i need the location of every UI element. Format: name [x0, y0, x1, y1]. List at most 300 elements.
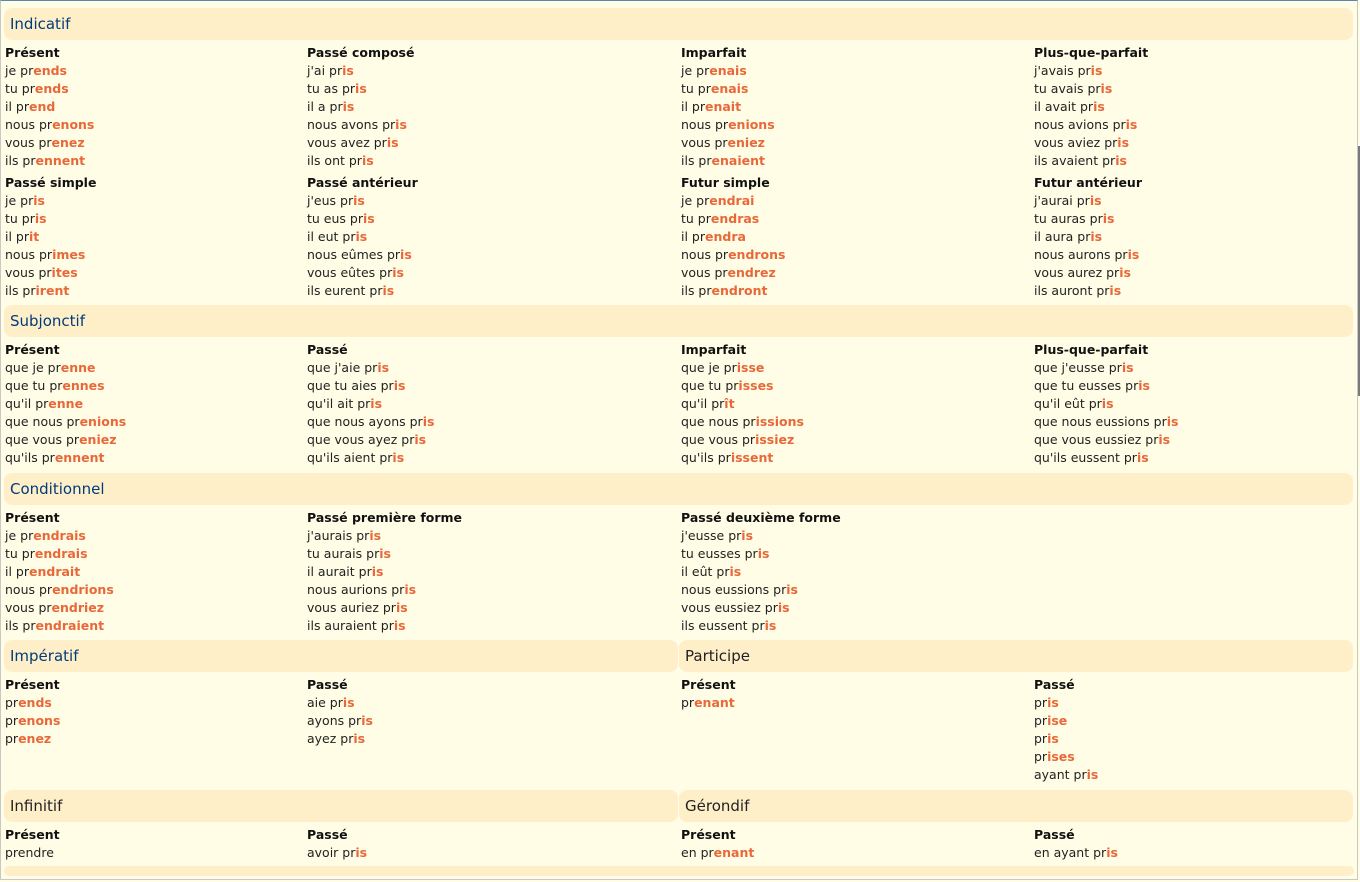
verb-stem: il pr: [5, 99, 29, 114]
section-header-infinitif: Infinitif: [4, 790, 678, 822]
verb-ending: issent: [730, 450, 774, 465]
conjugation-row: [1034, 449, 1178, 467]
verb-stem: que je pr: [681, 360, 737, 375]
conjugation-row: [681, 359, 804, 377]
verb-ending: isse: [736, 360, 765, 375]
verb-ending: is: [370, 396, 383, 411]
conjugation-row: [307, 413, 434, 431]
conjugation-row: [5, 264, 96, 282]
verb-ending: is: [392, 265, 404, 280]
verb-ending: is: [404, 582, 417, 597]
verb-ending: is: [342, 99, 355, 114]
conjugation-row: [5, 449, 126, 467]
conjugation-row: [1034, 116, 1148, 134]
tense-subjonctif: [307, 341, 434, 467]
verb-ending: endrions: [52, 582, 114, 597]
verb-ending: is: [400, 247, 412, 262]
verb-ending: irent: [35, 283, 70, 298]
conjugation-row: [307, 359, 434, 377]
conjugation-row: [681, 282, 785, 300]
verb-ending: is: [1090, 63, 1103, 78]
verb-stem: ils eussent pr: [681, 618, 765, 633]
tense-indicatif: [5, 44, 94, 170]
conjugation-row: [307, 134, 414, 152]
verb-stem: j'eusse pr: [681, 528, 742, 543]
verb-ending: enions: [728, 117, 775, 132]
verb-ending: is: [1115, 153, 1127, 168]
tense-title: Présent: [5, 827, 60, 842]
conjugation-row: [307, 730, 373, 748]
conjugation-row: [5, 527, 114, 545]
tense-indicatif: [681, 174, 785, 300]
tense-indicatif: [1034, 174, 1142, 300]
conjugation-row: [307, 80, 414, 98]
verb-ending: is: [741, 528, 754, 543]
tense-title: Passé: [307, 342, 348, 357]
bottom-section-strip: [4, 866, 1354, 876]
verb-ending: is: [1158, 432, 1171, 447]
verb-stem: qu'ils pr: [5, 450, 55, 465]
verb-ending: enant: [694, 695, 735, 710]
verb-stem: que tu pr: [5, 378, 63, 393]
verb-ending: is: [395, 600, 408, 615]
conjugation-row: [681, 80, 775, 98]
verb-ending: is: [1093, 99, 1105, 114]
verb-stem: qu'il pr: [5, 396, 49, 411]
conjugation-row: [5, 599, 114, 617]
section-header-participe: Participe: [679, 640, 1353, 672]
verb-stem: pr: [1034, 695, 1048, 710]
section-header-imperatif: Impératif: [4, 640, 678, 672]
verb-ending: is: [1102, 211, 1115, 226]
verb-ending: is: [1121, 360, 1134, 375]
section-header-conditionnel: Conditionnel: [4, 473, 1353, 505]
verb-stem: que je pr: [5, 360, 61, 375]
verb-ending: is: [1047, 731, 1059, 746]
verb-ending: is: [1166, 414, 1179, 429]
tense-indicatif: [307, 44, 414, 170]
conjugation-row: [5, 359, 126, 377]
tense-title: Imparfait: [681, 45, 747, 60]
verb-ending: is: [729, 564, 742, 579]
tense-subjonctif: [681, 341, 804, 467]
verb-stem: tu aurais pr: [307, 546, 380, 561]
verb-ending: enne: [60, 360, 96, 375]
conjugation-row: [5, 617, 114, 635]
conjugation-row: [307, 563, 462, 581]
verb-stem: vous aviez pr: [1034, 135, 1118, 150]
conjugation-row: [681, 228, 785, 246]
verb-stem: pr: [681, 695, 695, 710]
conjugation-row: [681, 581, 841, 599]
verb-stem: tu pr: [5, 81, 35, 96]
verb-stem: pr: [1034, 731, 1048, 746]
verb-stem: il eût pr: [681, 564, 730, 579]
verb-ending: is: [392, 450, 405, 465]
conjugation-row: [307, 264, 418, 282]
verb-ending: endrez: [727, 265, 776, 280]
tense-title: Passé deuxième forme: [681, 510, 841, 525]
verb-ending: is: [355, 845, 368, 860]
conjugation-row: [307, 694, 373, 712]
verb-stem: que tu pr: [681, 378, 739, 393]
verb-ending: ennent: [35, 153, 86, 168]
verb-ending: is: [377, 360, 390, 375]
verb-ending: is: [1086, 767, 1099, 782]
conjugation-row: [1034, 152, 1148, 170]
verb-ending: is: [1100, 81, 1113, 96]
verb-stem: tu auras pr: [1034, 211, 1103, 226]
verb-stem: j'aurais pr: [307, 528, 370, 543]
verb-stem: que nous eussions pr: [1034, 414, 1167, 429]
verb-ending: imes: [52, 247, 86, 262]
verb-stem: que j'aie pr: [307, 360, 378, 375]
conjugation-row: [5, 581, 114, 599]
verb-stem: nous pr: [5, 117, 53, 132]
verb-stem: que vous eussiez pr: [1034, 432, 1159, 447]
conjugation-row: [307, 210, 418, 228]
verb-stem: il pr: [5, 564, 29, 579]
conjugation-row: [5, 730, 60, 748]
verb-stem: ils auraient pr: [307, 618, 394, 633]
conjugation-row: [1034, 359, 1178, 377]
verb-ending: is: [1127, 247, 1140, 262]
conjugation-row: [681, 264, 785, 282]
conjugation-row: [681, 563, 841, 581]
conjugation-row: [307, 98, 414, 116]
verb-stem: ayant pr: [1034, 767, 1087, 782]
verb-ending: is: [1106, 845, 1118, 860]
verb-ending: is: [361, 713, 373, 728]
verb-stem: j'eus pr: [307, 193, 354, 208]
verb-ending: enais: [709, 63, 747, 78]
section-header-subjonctif: Subjonctif: [4, 305, 1353, 337]
tense-title: Présent: [5, 45, 60, 60]
conjugation-row: [1034, 694, 1098, 712]
tense-title: Passé: [1034, 677, 1075, 692]
verb-ending: is: [342, 63, 354, 78]
verb-ending: ites: [51, 265, 78, 280]
conjugation-row: [681, 210, 785, 228]
verb-ending: is: [1136, 450, 1149, 465]
conjugation-row: [681, 62, 775, 80]
tense-title: Présent: [5, 342, 60, 357]
verb-ending: issiez: [755, 432, 795, 447]
verb-stem: ils pr: [5, 283, 36, 298]
verb-stem: qu'ils aient pr: [307, 450, 393, 465]
verb-ending: endras: [710, 211, 760, 226]
conjugation-row: [681, 449, 804, 467]
verb-stem: nous aurons pr: [1034, 247, 1128, 262]
tense-title: Imparfait: [681, 342, 747, 357]
verb-ending: is: [1119, 265, 1131, 280]
conjugation-row: [307, 282, 418, 300]
verb-stem: vous eussiez pr: [681, 600, 778, 615]
verb-stem: tu pr: [5, 211, 35, 226]
tense-conditionnel: [5, 509, 114, 635]
conjugation-row: [5, 228, 96, 246]
conjugation-row: [681, 377, 804, 395]
verb-stem: il pr: [681, 99, 705, 114]
tense-title: Plus-que-parfait: [1034, 45, 1149, 60]
conjugation-row: [1034, 134, 1148, 152]
verb-ending: is: [353, 193, 365, 208]
conjugation-row: [1034, 844, 1118, 862]
verb-stem: il pr: [681, 229, 705, 244]
conjugation-row: [307, 431, 434, 449]
tense-participe: [681, 676, 736, 712]
conjugation-row: [5, 80, 94, 98]
verb-ending: enons: [18, 713, 61, 728]
conjugation-row: [5, 152, 94, 170]
verb-stem: que vous pr: [5, 432, 80, 447]
verb-stem: vous auriez pr: [307, 600, 396, 615]
verb-ending: is: [342, 695, 355, 710]
conjugation-row: [307, 545, 462, 563]
conjugation-row: [307, 599, 462, 617]
verb-stem: ils eurent pr: [307, 283, 383, 298]
conjugation-row: [307, 395, 434, 413]
verb-stem: que nous ayons pr: [307, 414, 423, 429]
verb-stem: nous pr: [5, 247, 53, 262]
tense-gerondif: [681, 826, 754, 862]
verb-stem: tu pr: [681, 81, 711, 96]
verb-ending: ennent: [54, 450, 105, 465]
conjugation-row: [5, 712, 60, 730]
verb-stem: qu'il eût pr: [1034, 396, 1102, 411]
conjugation-row: [1034, 748, 1098, 766]
conjugation-row: [307, 449, 434, 467]
verb-ending: is: [786, 582, 798, 597]
tense-title: Futur antérieur: [1034, 175, 1142, 190]
conjugation-row: [5, 694, 60, 712]
verb-stem: pr: [5, 695, 19, 710]
conjugation-row: [681, 116, 775, 134]
verb-stem: je pr: [681, 63, 710, 78]
tense-title: Passé antérieur: [307, 175, 418, 190]
verb-stem: que tu eusses pr: [1034, 378, 1139, 393]
tense-title: Passé simple: [5, 175, 97, 190]
verb-ending: endra: [705, 229, 746, 244]
verb-stem: vous pr: [681, 135, 728, 150]
conjugation-row: [681, 134, 775, 152]
conjugation-row: [5, 395, 126, 413]
conjugation-row: [681, 694, 736, 712]
verb-ending: is: [757, 546, 770, 561]
conjugation-row: [307, 581, 462, 599]
verb-stem: que tu aies pr: [307, 378, 394, 393]
tense-title: Présent: [5, 677, 60, 692]
verb-stem: en ayant pr: [1034, 845, 1107, 860]
verb-ending: is: [369, 528, 382, 543]
verb-stem: je pr: [5, 528, 34, 543]
conjugation-row: [307, 228, 418, 246]
conjugation-row: [681, 395, 804, 413]
conjugation-row: [5, 134, 94, 152]
conjugation-row: [307, 844, 367, 862]
verb-stem: nous avons pr: [307, 117, 396, 132]
verb-ending: issions: [755, 414, 804, 429]
conjugation-row: [307, 152, 414, 170]
conjugation-row: [681, 246, 785, 264]
verb-ending: endraient: [35, 618, 105, 633]
verb-ending: ends: [18, 695, 52, 710]
verb-ending: enons: [52, 117, 95, 132]
verb-ending: is: [1138, 378, 1150, 393]
verb-stem: qu'il pr: [681, 396, 725, 411]
tense-title: Plus-que-parfait: [1034, 342, 1149, 357]
conjugation-row: [5, 844, 60, 862]
verb-ending: enaient: [711, 153, 765, 168]
verb-ending: is: [362, 211, 375, 226]
conjugation-row: [307, 617, 462, 635]
conjugation-row: [681, 527, 841, 545]
verb-ending: endrais: [34, 546, 88, 561]
verb-stem: vous pr: [681, 265, 728, 280]
conjugation-row: [1034, 413, 1178, 431]
conjugation-row: [1034, 766, 1098, 784]
tense-subjonctif: [1034, 341, 1178, 467]
verb-stem: tu as pr: [307, 81, 356, 96]
verb-ending: is: [355, 229, 368, 244]
tense-imperatif: [5, 676, 60, 748]
verb-stem: nous pr: [5, 582, 53, 597]
tense-indicatif: [681, 44, 775, 170]
verb-stem: nous pr: [681, 117, 729, 132]
verb-ending: endrait: [29, 564, 81, 579]
conjugation-row: [5, 210, 96, 228]
verb-ending: is: [1101, 396, 1114, 411]
verb-ending: is: [361, 153, 374, 168]
verb-stem: qu'ils pr: [681, 450, 731, 465]
verb-ending: is: [414, 432, 427, 447]
verb-stem: pr: [1034, 713, 1048, 728]
verb-stem: que nous pr: [681, 414, 756, 429]
verb-stem: vous eûtes pr: [307, 265, 393, 280]
conjugation-row: [5, 563, 114, 581]
verb-ending: is: [422, 414, 435, 429]
verb-ending: is: [393, 618, 406, 633]
verb-stem: je pr: [681, 193, 710, 208]
verb-stem: avoir pr: [307, 845, 356, 860]
verb-ending: endriez: [51, 600, 105, 615]
verb-stem: il avait pr: [1034, 99, 1094, 114]
verb-ending: is: [777, 600, 790, 615]
tense-indicatif: [307, 174, 418, 300]
tense-title: Présent: [681, 677, 736, 692]
verb-ending: end: [29, 99, 56, 114]
conjugation-row: [5, 98, 94, 116]
verb-ending: is: [395, 117, 407, 132]
verb-stem: pr: [5, 731, 19, 746]
verb-ending: isses: [738, 378, 774, 393]
conjugation-row: [1034, 192, 1142, 210]
conjugation-row: [1034, 210, 1142, 228]
verb-stem: ils pr: [5, 618, 36, 633]
conjugation-row: [681, 599, 841, 617]
tense-conditionnel: [307, 509, 462, 635]
verb-stem: ayons pr: [307, 713, 362, 728]
conjugation-row: [1034, 712, 1098, 730]
verb-ending: eniez: [79, 432, 117, 447]
conjugation-row: [1034, 80, 1148, 98]
verb-stem: que vous ayez pr: [307, 432, 415, 447]
verb-ending: enne: [48, 396, 84, 411]
verb-stem: prendre: [5, 845, 54, 860]
conjugation-row: [1034, 264, 1142, 282]
verb-stem: qu'ils eussent pr: [1034, 450, 1137, 465]
verb-ending: is: [353, 731, 366, 746]
conjugation-row: [1034, 282, 1142, 300]
verb-stem: ayez pr: [307, 731, 354, 746]
conjugation-row: [1034, 395, 1178, 413]
tense-indicatif: [5, 174, 96, 300]
conjugation-row: [681, 192, 785, 210]
conjugation-row: [307, 527, 462, 545]
verb-stem: il aura pr: [1034, 229, 1091, 244]
conjugation-row: [681, 152, 775, 170]
verb-ending: ends: [33, 63, 67, 78]
verb-ending: enions: [79, 414, 127, 429]
verb-stem: ils auront pr: [1034, 283, 1110, 298]
tense-gerondif: [1034, 826, 1118, 862]
verb-stem: nous pr: [681, 247, 729, 262]
conjugation-row: [1034, 730, 1098, 748]
tense-infinitif: [307, 826, 367, 862]
verb-ending: ends: [34, 81, 69, 96]
conjugation-row: [681, 545, 841, 563]
verb-stem: ils pr: [681, 283, 712, 298]
conjugation-row: [5, 192, 96, 210]
verb-stem: vous aurez pr: [1034, 265, 1120, 280]
verb-ending: endront: [711, 283, 768, 298]
verb-ending: enais: [710, 81, 749, 96]
verb-stem: tu eus pr: [307, 211, 363, 226]
verb-stem: tu eusses pr: [681, 546, 758, 561]
tense-title: Présent: [681, 827, 736, 842]
conjugation-row: [5, 377, 126, 395]
conjugation-row: [681, 844, 754, 862]
verb-stem: nous aurions pr: [307, 582, 405, 597]
verb-stem: j'ai pr: [307, 63, 343, 78]
conjugation-row: [5, 282, 96, 300]
conjugation-row: [5, 413, 126, 431]
verb-stem: il a pr: [307, 99, 343, 114]
verb-stem: que j'eusse pr: [1034, 360, 1122, 375]
conjugation-row: [307, 712, 373, 730]
verb-stem: qu'il ait pr: [307, 396, 371, 411]
conjugation-row: [1034, 62, 1148, 80]
verb-ending: is: [393, 378, 406, 393]
tense-title: Passé: [307, 827, 348, 842]
conjugation-row: [681, 431, 804, 449]
verb-ending: is: [1125, 117, 1138, 132]
conjugation-row: [307, 192, 418, 210]
section-header-indicatif: Indicatif: [4, 8, 1353, 40]
verb-stem: pr: [5, 713, 19, 728]
verb-ending: eniez: [727, 135, 765, 150]
conjugation-row: [5, 116, 94, 134]
verb-ending: is: [382, 283, 395, 298]
verb-ending: is: [355, 81, 367, 96]
verb-stem: que vous pr: [681, 432, 756, 447]
tense-title: Passé: [307, 677, 348, 692]
conjugation-row: [1034, 431, 1178, 449]
tense-infinitif: [5, 826, 60, 862]
conjugation-row: [1034, 246, 1142, 264]
verb-ending: is: [386, 135, 399, 150]
verb-ending: enez: [51, 135, 85, 150]
